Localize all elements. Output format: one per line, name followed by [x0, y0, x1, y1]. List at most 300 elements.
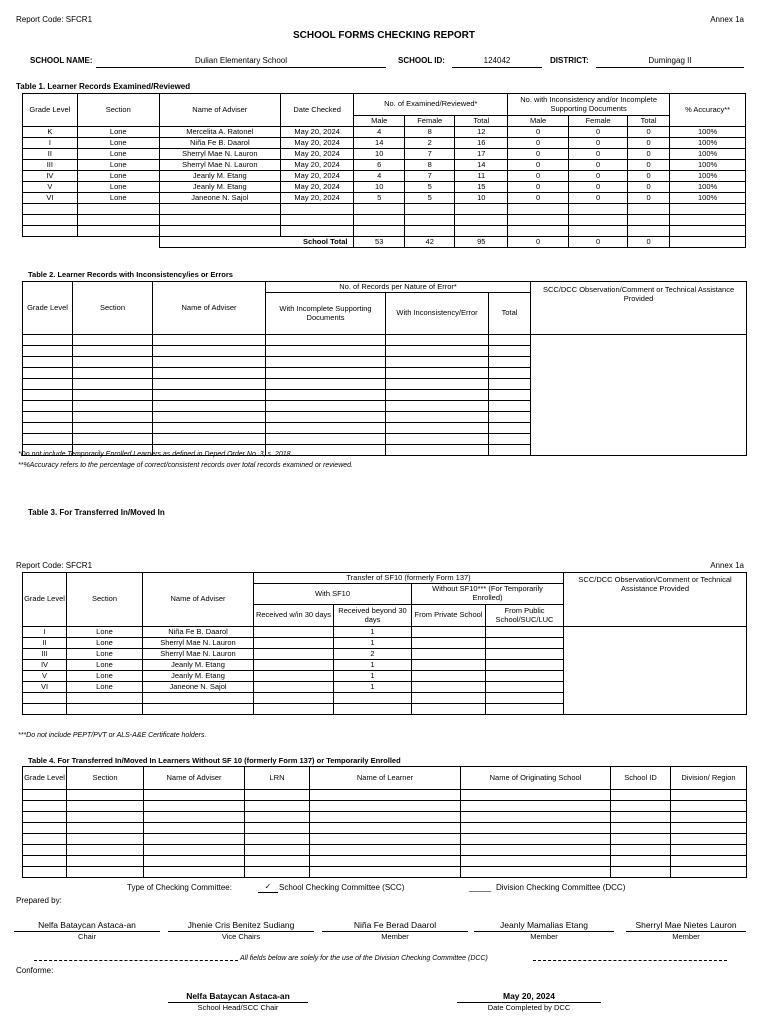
table-cell: [486, 660, 564, 671]
table-cell: 0: [569, 171, 628, 182]
signatory-name: Nelfa Bataycan Astaca-an: [38, 920, 136, 930]
table-cell: 1: [334, 638, 412, 649]
table-cell: Niña Fe B. Daarol: [143, 627, 254, 638]
table-cell: 7: [404, 149, 455, 160]
table-cell: III: [23, 649, 67, 660]
table-cell: [671, 812, 747, 823]
table-cell: [73, 335, 153, 346]
column-header: Grade Level: [23, 767, 67, 790]
table-row: [23, 856, 747, 867]
table-cell: 10: [354, 149, 405, 160]
table-cell: [23, 823, 67, 834]
table-cell: [461, 812, 611, 823]
table-cell: [153, 423, 266, 434]
col-male: Male: [354, 116, 405, 127]
table-cell: 0: [569, 182, 628, 193]
table-cell: [23, 867, 67, 878]
table-cell: VI: [23, 193, 78, 204]
table-row: [23, 138, 746, 149]
school-total-label: School Total: [159, 237, 354, 248]
table-cell: [310, 812, 461, 823]
table-cell: [73, 346, 153, 357]
table-row: [23, 127, 746, 138]
table-cell: 0: [628, 160, 670, 171]
table-cell: [489, 401, 531, 412]
table-cell: [23, 390, 73, 401]
table-cell: [412, 649, 486, 660]
annex-label: Annex 1a: [710, 15, 744, 24]
table-cell: 5: [404, 182, 455, 193]
table-cell: 5: [354, 193, 405, 204]
table-cell: [611, 823, 671, 834]
report-code: Report Code: SFCR1: [16, 561, 93, 570]
table-cell: [386, 445, 489, 456]
table-cell: Janeone N. Sajol: [143, 682, 254, 693]
inconsistency-table: [22, 281, 747, 456]
table1-title: Table 1. Learner Records Examined/Reviewed: [16, 82, 191, 91]
scc-checkbox[interactable]: ✓: [258, 883, 278, 893]
table-cell: Jeanly M. Etang: [143, 660, 254, 671]
table-cell: [144, 867, 245, 878]
table-cell: [461, 867, 611, 878]
table-cell: [412, 671, 486, 682]
table-cell: [671, 845, 747, 856]
table-row: [23, 171, 746, 182]
table-cell: 14: [354, 138, 405, 149]
table-cell: IV: [23, 171, 78, 182]
table-cell: [489, 434, 531, 445]
table-cell: Lone: [67, 638, 143, 649]
table-cell: 2: [404, 138, 455, 149]
table-cell: [386, 379, 489, 390]
table-cell: [153, 335, 266, 346]
table-cell: [489, 423, 531, 434]
table-cell: [144, 790, 245, 801]
table-cell: VI: [23, 682, 67, 693]
signatory-name: Jeanly Mamalias Etang: [500, 920, 588, 930]
table-cell: Lone: [77, 182, 159, 193]
table-cell: [153, 412, 266, 423]
table-cell: Lone: [77, 171, 159, 182]
table-cell: II: [23, 638, 67, 649]
table-cell: Lone: [67, 660, 143, 671]
table-cell: May 20, 2024: [280, 160, 354, 171]
table-cell: [266, 401, 386, 412]
table-cell: [266, 346, 386, 357]
signatory-role: Member: [672, 932, 700, 941]
table-cell: [611, 812, 671, 823]
table-cell: [671, 801, 747, 812]
table-cell: [254, 682, 334, 693]
table-cell: IV: [23, 660, 67, 671]
divider-line: [34, 960, 238, 961]
table-cell: [73, 368, 153, 379]
table-row: [23, 845, 747, 856]
col-observation: SCC/DCC Observation/Comment or Technical Assistance Provided: [564, 573, 747, 627]
table-cell: [266, 368, 386, 379]
table-cell: [310, 856, 461, 867]
table-cell: [489, 445, 531, 456]
table-cell: [153, 357, 266, 368]
table-cell: [386, 357, 489, 368]
table-cell: [461, 801, 611, 812]
footnote-3: ***Do not include PEPT/PVT or ALS-A&E Certificate holders.: [18, 732, 207, 739]
table2-title: Table 2. Learner Records with Inconsistency/ies or Errors: [28, 270, 233, 279]
table-cell: [461, 834, 611, 845]
table-row: [23, 193, 746, 204]
dcc-divider-text: All fields below are solely for the use of the Division Checking Committee (DCC): [240, 955, 488, 962]
table-cell: [254, 638, 334, 649]
table-cell: 1: [334, 682, 412, 693]
table-cell: [67, 790, 144, 801]
table-cell: [461, 845, 611, 856]
page-title: SCHOOL FORMS CHECKING REPORT: [292, 30, 476, 41]
col-inconsistency: No. with Inconsistency and/or Incomplete Supporting Documents: [508, 94, 670, 116]
table-cell: [67, 812, 144, 823]
table-cell: [67, 867, 144, 878]
dcc-checkbox[interactable]: _____: [469, 883, 492, 892]
table-cell: 0: [508, 138, 569, 149]
table-cell: [611, 801, 671, 812]
table-cell: Sherryl Mae N. Lauron: [159, 160, 280, 171]
table-cell: [611, 856, 671, 867]
table-cell: [245, 867, 310, 878]
table-cell: [153, 434, 266, 445]
table-cell: [611, 845, 671, 856]
col-section: Section: [73, 282, 153, 335]
table-cell: I: [23, 138, 78, 149]
column-header: LRN: [245, 767, 310, 790]
table-cell: [386, 401, 489, 412]
col-incomplete-docs: With Incomplete Supporting Documents: [266, 293, 386, 335]
table-row: [23, 182, 746, 193]
table-cell: [386, 368, 489, 379]
table-cell: [23, 401, 73, 412]
table-cell: 8: [404, 160, 455, 171]
col-examined: No. of Examined/Reviewed*: [354, 94, 508, 116]
observation-cell: [531, 335, 747, 456]
table-cell: [386, 346, 489, 357]
table-cell: 0: [508, 193, 569, 204]
table-cell: [671, 867, 747, 878]
table-cell: [144, 856, 245, 867]
table-cell: 4: [354, 127, 405, 138]
table-cell: [486, 638, 564, 649]
col-inconsistency-error: With Inconsistency/Error: [386, 293, 489, 335]
table-cell: May 20, 2024: [280, 171, 354, 182]
dcc-label: Division Checking Committee (DCC): [496, 883, 626, 892]
table-cell: [412, 704, 486, 715]
table-cell: [73, 434, 153, 445]
district-label: DISTRICT:: [550, 56, 589, 65]
col-total: Total: [489, 293, 531, 335]
table-cell: [310, 823, 461, 834]
table-cell: 7: [404, 171, 455, 182]
table-cell: [73, 401, 153, 412]
school-total-row: [23, 237, 746, 248]
col-total: Total: [628, 116, 670, 127]
table-cell: 15: [455, 182, 508, 193]
table-cell: 10: [354, 182, 405, 193]
table-cell: 1: [334, 671, 412, 682]
table-cell: May 20, 2024: [280, 182, 354, 193]
table-cell: [254, 649, 334, 660]
table-cell: Lone: [77, 138, 159, 149]
no-sf10-learners-table: [22, 766, 747, 878]
table-cell: [266, 335, 386, 346]
table-cell: [611, 790, 671, 801]
conforme-label: Conforme:: [16, 966, 54, 975]
table-cell: [73, 423, 153, 434]
table-cell: [671, 790, 747, 801]
col-section: Section: [77, 94, 159, 127]
table-cell: [153, 346, 266, 357]
table-cell: [486, 682, 564, 693]
table-row: [23, 834, 747, 845]
col-grade-level: Grade Level: [23, 282, 73, 335]
table-cell: [489, 357, 531, 368]
table-cell: [671, 823, 747, 834]
table-cell: V: [23, 671, 67, 682]
table-cell: Sherryl Mae N. Lauron: [143, 638, 254, 649]
signatory-role: Vice Chairs: [221, 932, 261, 941]
table-cell: [254, 627, 334, 638]
table-cell: [486, 693, 564, 704]
table-cell: 0: [569, 160, 628, 171]
footnote-2: **%Accuracy refers to the percentage of correct/consistent records over total records examined or reviewed.: [18, 462, 353, 469]
table-cell: 10: [455, 193, 508, 204]
col-adviser: Name of Adviser: [159, 94, 280, 127]
table-cell: 6: [354, 160, 405, 171]
table-cell: Sherryl Mae N. Lauron: [143, 649, 254, 660]
col-adviser: Name of Adviser: [143, 573, 254, 627]
committee-type-label: Type of Checking Committee:: [127, 883, 232, 892]
table-cell: May 20, 2024: [280, 138, 354, 149]
table-cell: 0: [569, 149, 628, 160]
table-cell: 14: [455, 160, 508, 171]
table-cell: 0: [628, 138, 670, 149]
col-adviser: Name of Adviser: [153, 282, 266, 335]
table-cell: 0: [569, 127, 628, 138]
report-code: Report Code: SFCR1: [16, 15, 93, 24]
table-cell: 4: [354, 171, 405, 182]
date-completed-label: Date Completed by DCC: [487, 1003, 571, 1012]
table-cell: 1: [334, 660, 412, 671]
col-beyond-30-days: Received beyond 30 days: [334, 605, 412, 627]
table-cell: [489, 368, 531, 379]
table-cell: [461, 823, 611, 834]
table-cell: [310, 867, 461, 878]
table-cell: [489, 335, 531, 346]
table-cell: 0: [508, 160, 569, 171]
table-cell: [266, 379, 386, 390]
table-cell: [245, 812, 310, 823]
signatory-role: Chair: [78, 932, 96, 941]
table-cell: K: [23, 127, 78, 138]
table-cell: [23, 368, 73, 379]
table-cell: [266, 390, 386, 401]
table-cell: [23, 335, 73, 346]
table-cell: [67, 845, 144, 856]
table-cell: [245, 845, 310, 856]
table-cell: [266, 412, 386, 423]
table-cell: [310, 801, 461, 812]
col-female: Female: [404, 116, 455, 127]
table-cell: 16: [455, 138, 508, 149]
table-cell: [412, 627, 486, 638]
table-cell: 5: [404, 193, 455, 204]
table3-title: Table 3. For Transferred In/Moved In: [28, 508, 165, 517]
table-row: [23, 627, 747, 638]
table-cell: [489, 412, 531, 423]
column-header: School ID: [611, 767, 671, 790]
table-cell: [486, 627, 564, 638]
signatory-name: Niña Fe Berad Daarol: [353, 920, 437, 930]
district-value: Dumingag II: [596, 56, 744, 68]
transferred-in-table: [22, 572, 747, 715]
table-cell: [144, 823, 245, 834]
table-cell: [23, 845, 67, 856]
table-cell: 0: [508, 127, 569, 138]
table-cell: 100%: [670, 160, 746, 171]
table-cell: [489, 379, 531, 390]
table-cell: 8: [404, 127, 455, 138]
table-cell: [153, 401, 266, 412]
table-cell: Lone: [67, 627, 143, 638]
table-cell: [23, 423, 73, 434]
col-total: Total: [455, 116, 508, 127]
table-cell: [23, 346, 73, 357]
table-cell: [144, 801, 245, 812]
table-cell: Lone: [67, 682, 143, 693]
table-cell: 100%: [670, 127, 746, 138]
table-cell: [310, 790, 461, 801]
table-row: [23, 812, 747, 823]
table-row: [23, 823, 747, 834]
table-cell: [23, 434, 73, 445]
table-cell: [486, 704, 564, 715]
table-cell: Lone: [77, 149, 159, 160]
table-row: [23, 867, 747, 878]
table-cell: [73, 390, 153, 401]
total-cell: 0: [508, 237, 569, 248]
table-cell: [266, 434, 386, 445]
table-row: [23, 160, 746, 171]
table-cell: 100%: [670, 193, 746, 204]
column-header: Name of Originating School: [461, 767, 611, 790]
table-cell: May 20, 2024: [280, 127, 354, 138]
table-cell: 0: [628, 149, 670, 160]
table-cell: [334, 693, 412, 704]
table-cell: Janeone N. Sajol: [159, 193, 280, 204]
col-male: Male: [508, 116, 569, 127]
learner-records-table: [22, 93, 746, 248]
table-cell: [67, 801, 144, 812]
table-cell: [23, 856, 67, 867]
col-with-sf10: With SF10: [254, 584, 412, 605]
table-cell: [412, 660, 486, 671]
table-cell: [245, 823, 310, 834]
table-cell: Lone: [77, 193, 159, 204]
table-cell: II: [23, 149, 78, 160]
table-cell: [67, 704, 143, 715]
table-cell: [386, 335, 489, 346]
table-row: [23, 801, 747, 812]
table-cell: [461, 790, 611, 801]
table-cell: 0: [628, 171, 670, 182]
table-cell: 100%: [670, 171, 746, 182]
table-cell: [412, 682, 486, 693]
table-cell: [23, 812, 67, 823]
table-cell: Mercelita A. Ratonel: [159, 127, 280, 138]
column-header: Name of Learner: [310, 767, 461, 790]
table-cell: [143, 693, 254, 704]
total-cell: 42: [404, 237, 455, 248]
table-cell: [153, 368, 266, 379]
table-cell: [23, 801, 67, 812]
table-cell: May 20, 2024: [280, 149, 354, 160]
observation-cell: [564, 627, 747, 715]
table-cell: [266, 357, 386, 368]
table-row: [23, 149, 746, 160]
table-cell: 2: [334, 649, 412, 660]
table-cell: [461, 856, 611, 867]
table-cell: Niña Fe B. Daarol: [159, 138, 280, 149]
table-cell: Jeanly M. Etang: [159, 171, 280, 182]
table-cell: [23, 834, 67, 845]
table-cell: [23, 693, 67, 704]
table-cell: 100%: [670, 138, 746, 149]
table-cell: [489, 346, 531, 357]
table-cell: [23, 704, 67, 715]
table-cell: V: [23, 182, 78, 193]
table-cell: [486, 649, 564, 660]
table-cell: [386, 390, 489, 401]
table-cell: [144, 834, 245, 845]
col-within-30-days: Received w/in 30 days: [254, 605, 334, 627]
table-cell: [611, 867, 671, 878]
table-cell: [144, 812, 245, 823]
table-cell: [266, 423, 386, 434]
table-cell: [67, 856, 144, 867]
table-cell: [73, 357, 153, 368]
table-cell: [23, 379, 73, 390]
total-cell: 53: [354, 237, 405, 248]
table-cell: 0: [569, 138, 628, 149]
table-cell: [254, 704, 334, 715]
table-cell: 0: [508, 149, 569, 160]
table4-title: Table 4. For Transferred In/Moved In Learners Without SF 10 (formerly Form 137) or Temporarily Enrolled: [28, 756, 401, 765]
date-completed: May 20, 2024: [503, 991, 555, 1001]
table-cell: Sherryl Mae N. Lauron: [159, 149, 280, 160]
table-cell: [412, 638, 486, 649]
table-cell: Lone: [67, 649, 143, 660]
table-cell: [67, 693, 143, 704]
table-cell: [254, 660, 334, 671]
table-cell: May 20, 2024: [280, 193, 354, 204]
table-cell: 12: [455, 127, 508, 138]
total-cell: 95: [455, 237, 508, 248]
col-private-school: From Private School: [412, 605, 486, 627]
annex-label: Annex 1a: [710, 561, 744, 570]
table-cell: [73, 412, 153, 423]
prepared-by-label: Prepared by:: [16, 896, 62, 905]
signatory-role: Member: [381, 932, 409, 941]
table-cell: [67, 834, 144, 845]
table-cell: Lone: [67, 671, 143, 682]
scc-label: School Checking Committee (SCC): [279, 883, 405, 892]
table-cell: Lone: [77, 160, 159, 171]
